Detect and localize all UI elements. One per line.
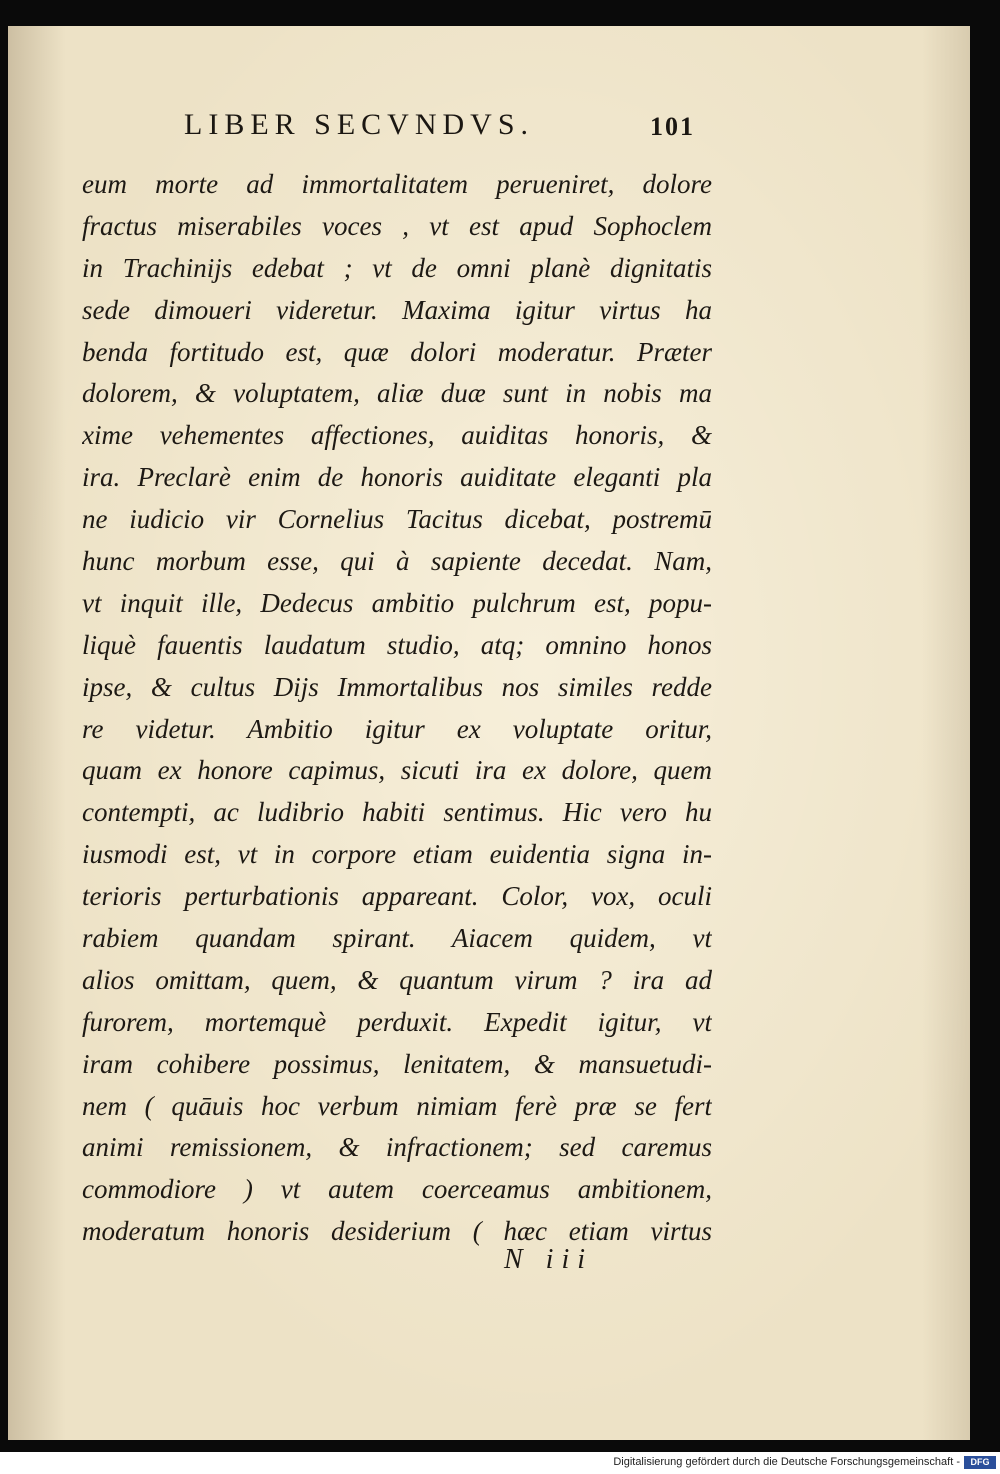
text-line: liquè fauentis laudatum studio, atq; omnino honos <box>82 629 712 660</box>
text-line: vt inquit ille, Dedecus ambitio pulchrum est, popu- <box>82 587 712 618</box>
text-line: ira. Preclarè enim de honoris auiditate eleganti pla <box>82 462 712 493</box>
text-line: ipse, & cultus Dijs Immortalibus nos similes redde <box>82 671 712 702</box>
text-line: furorem, mortemquè perduxit. Expedit igitur, vt <box>82 1006 712 1037</box>
running-head-title: LIBER SECVNDVS. <box>184 108 535 141</box>
text-line: benda fortitudo est, quæ dolori moderatur. Præter <box>82 336 712 367</box>
text-line: hunc morbum esse, qui à sapiente decedat. Nam, <box>82 546 712 577</box>
text-line: re videtur. Ambitio igitur ex voluptate oritur, <box>82 713 712 744</box>
text-line: quam ex honore capimus, sicuti ira ex dolore, quem <box>82 755 712 786</box>
text-line: iram cohibere possimus, lenitatem, & mansuetudi- <box>82 1048 712 1079</box>
text-line: xime vehementes affectiones, auiditas honoris, & <box>82 420 712 451</box>
text-line: alios omittam, quem, & quantum virum ? ira ad <box>82 964 712 995</box>
running-head <box>8 108 970 148</box>
text-line: sede dimoueri videretur. Maxima igitur virtus ha <box>82 294 712 325</box>
text-line: animi remissionem, & infractionem; sed caremus <box>82 1132 712 1163</box>
text-block <box>82 164 712 1253</box>
page-number: 101 <box>650 112 695 141</box>
signature-mark: N iii <box>504 1244 594 1275</box>
footer-bar <box>0 1452 1000 1474</box>
text-line: commodiore ) vt autem coerceamus ambitionem, <box>82 1174 712 1205</box>
dfg-logo-icon: DFG <box>964 1456 996 1469</box>
text-line: iusmodi est, vt in corpore etiam euidentia signa in- <box>82 839 712 870</box>
text-line: in Trachinijs edebat ; vt de omni planè dignitatis <box>82 252 712 283</box>
text-line: fractus miserabiles voces , vt est apud Sophoclem <box>82 210 712 241</box>
text-line: moderatum honoris desiderium ( hæc etiam virtus <box>82 1216 712 1247</box>
text-line: rabiem quandam spirant. Aiacem quidem, vt <box>82 923 712 954</box>
text-line: nem ( quāuis hoc verbum nimiam ferè præ se fert <box>82 1090 712 1121</box>
text-line: contempti, ac ludibrio habiti sentimus. Hic vero hu <box>82 797 712 828</box>
text-line: dolorem, & voluptatem, aliæ duæ sunt in nobis ma <box>82 378 712 409</box>
text-line: eum morte ad immortalitatem perueniret, dolore <box>82 169 712 199</box>
funding-notice: Digitalisierung gefördert durch die Deutsche Forschungsgemeinschaft - <box>613 1456 960 1468</box>
book-page <box>8 26 970 1440</box>
text-line: ne iudicio vir Cornelius Tacitus dicebat, postremū <box>82 504 712 535</box>
text-line: terioris perturbationis appareant. Color, vox, oculi <box>82 881 712 912</box>
